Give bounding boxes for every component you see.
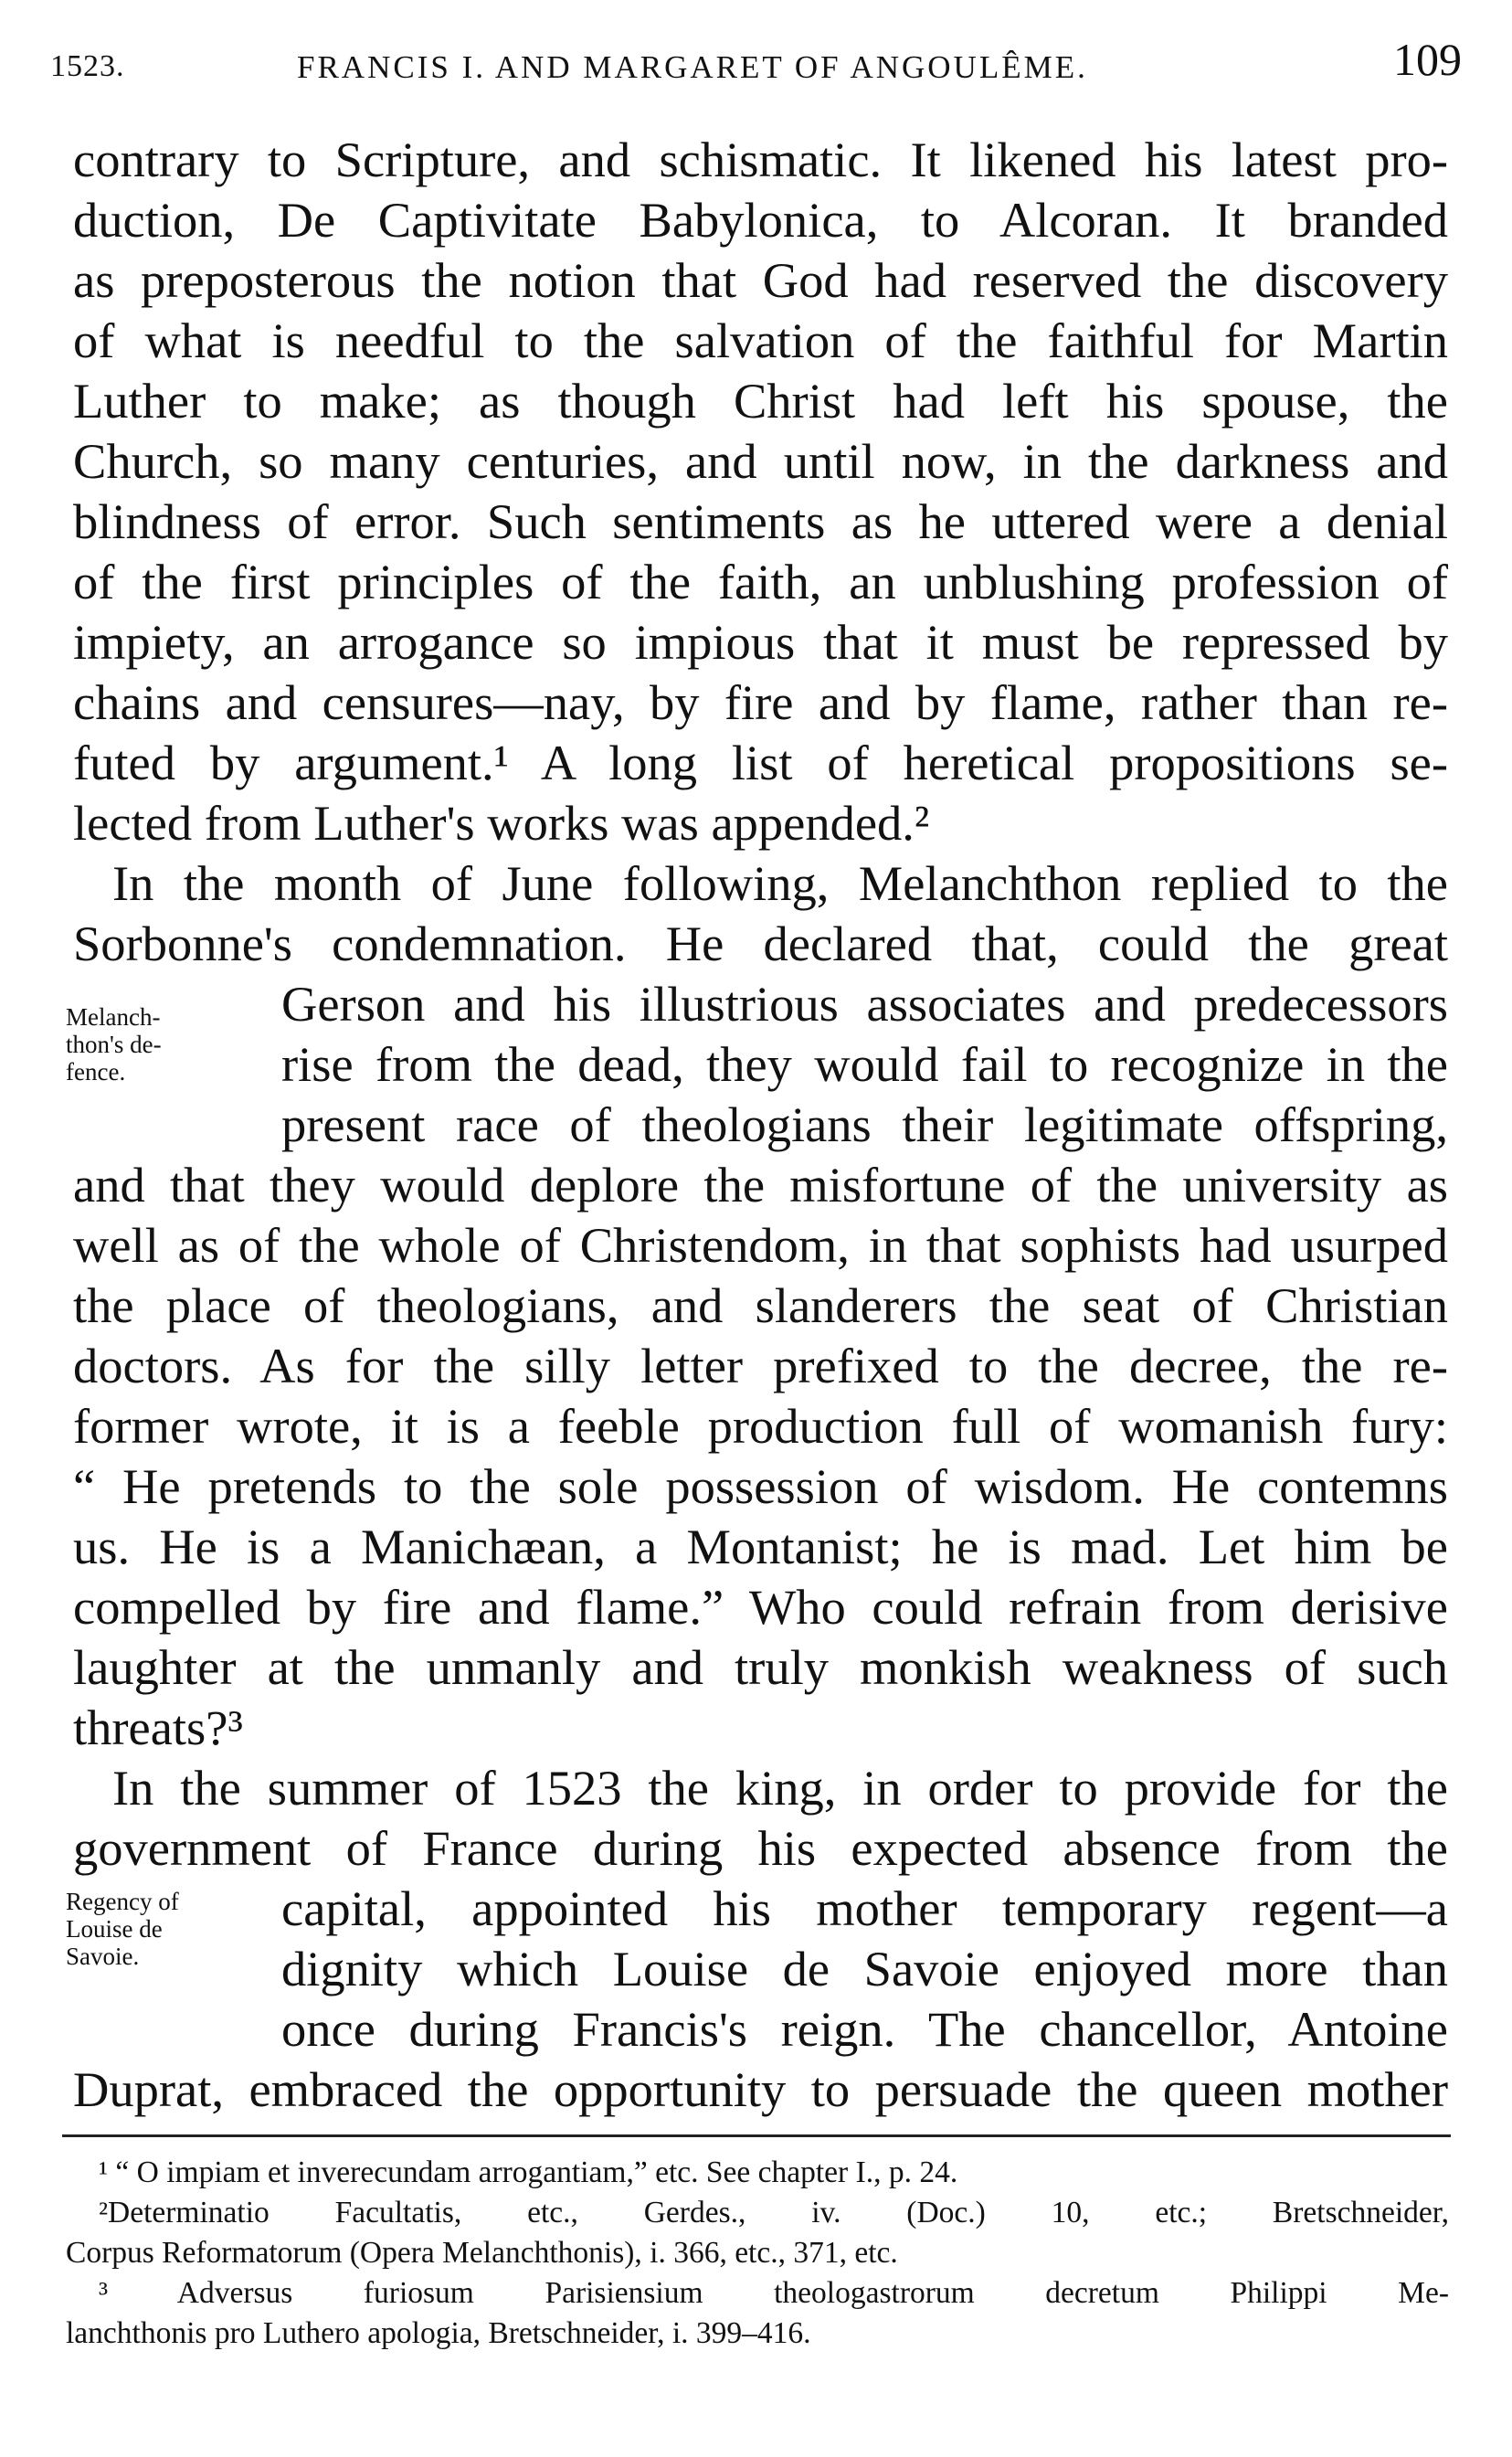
footnote-3: ³ Adversus furiosum Parisiensium theologastrorum decretum Philippi Me- [99,2276,1449,2310]
body-line: compelled by fire and flame.” Who could refrain from derisive [73,1579,1448,1635]
body-line: of the first principles of the faith, an unblushing profession of [73,554,1448,609]
footnote-3-cont: lanchthonis pro Luthero apologia, Bretschneider, i. 399–416. [66,2316,811,2350]
sidenote-line: Louise de [66,1915,163,1943]
body-line: blindness of error. Such sentiments as he uttered were a denial [73,493,1448,549]
paragraph-start: In the summer of 1523 the king, in order to provide for the [112,1760,1448,1816]
body-line: chains and censures—nay, by fire and by flame, rather than re- [73,674,1448,730]
footnote-1: ¹ “ O impiam et inverecundam arrogantiam,” etc. See chapter I., p. 24. [99,2155,958,2189]
sidenote-melanchthon [66,1003,239,1086]
page-number: 109 [1393,34,1462,85]
body-line: laughter at the unmanly and truly monkish weakness of such [73,1639,1448,1695]
sidenote-regency [66,1888,239,1970]
body-line: contrary to Scripture, and schismatic. It likened his latest pro- [73,132,1448,187]
sidenote-line: fence. [66,1058,126,1086]
body-line: capital, appointed his mother temporary regent—a [281,1880,1448,1936]
footnote-divider [62,2134,1451,2137]
body-line: impiety, an arrogance so impious that it must be repressed by [73,614,1448,670]
body-line: “ He pretends to the sole possession of wisdom. He contemns [73,1458,1448,1514]
header-title: FRANCIS I. AND MARGARET OF ANGOULÊME. [297,49,1088,85]
body-line: government of France during his expected absence from the [73,1820,1448,1876]
body-line: of what is needful to the salvation of the faithful for Martin [73,312,1448,368]
body-line: present race of theologians their legitimate offspring, [281,1096,1448,1152]
body-line: as preposterous the notion that God had reserved the discovery [73,252,1448,308]
paragraph-start: In the month of June following, Melanchthon replied to the [112,855,1448,911]
body-line: Duprat, embraced the opportunity to persuade the queen mother [73,2061,1448,2117]
body-line: once during Francis's reign. The chancellor, Antoine [281,2001,1448,2057]
body-line: doctors. As for the silly letter prefixed to the decree, the re- [73,1338,1448,1393]
body-line: Luther to make; as though Christ had left his spouse, the [73,373,1448,429]
body-line: lected from Luther's works was appended.² [73,795,930,851]
body-line: Church, so many centuries, and until now, in the darkness and [73,433,1448,489]
running-header [50,33,1462,97]
sidenote-line: Melanch- [66,1003,161,1031]
body-line: Gerson and his illustrious associates and predecessors [281,976,1448,1032]
body-line: duction, De Captivitate Babylonica, to Alcoran. It branded [73,192,1448,248]
header-year: 1523. [50,49,125,83]
body-line: the place of theologians, and slanderers the seat of Christian [73,1277,1448,1333]
body-line: former wrote, it is a feeble production full of womanish fury: [73,1398,1448,1454]
body-line: dignity which Louise de Savoie enjoyed more than [281,1941,1448,1996]
body-line: futed by argument.¹ A long list of heretical propositions se- [73,735,1448,790]
sidenote-line: Savoie. [66,1943,140,1970]
sidenote-line: thon's de- [66,1031,162,1058]
sidenote-line: Regency of [66,1888,179,1915]
footnote-2-cont: Corpus Reformatorum (Opera Melanchthonis), i. 366, etc., 371, etc. [66,2236,898,2270]
body-line: threats?³ [73,1700,243,1755]
body-line: Sorbonne's condemnation. He declared that, could the great [73,916,1448,971]
body-line: us. He is a Manichæan, a Montanist; he is mad. Let him be [73,1519,1448,1574]
footnote-2: ²Determinatio Facultatis, etc., Gerdes., iv. (Doc.) 10, etc.; Bretschneider, [99,2196,1449,2229]
body-line: rise from the dead, they would fail to recognize in the [281,1036,1448,1092]
body-line: and that they would deplore the misfortune of the university as [73,1157,1448,1213]
body-line: well as of the whole of Christendom, in that sophists had usurped [73,1217,1448,1273]
